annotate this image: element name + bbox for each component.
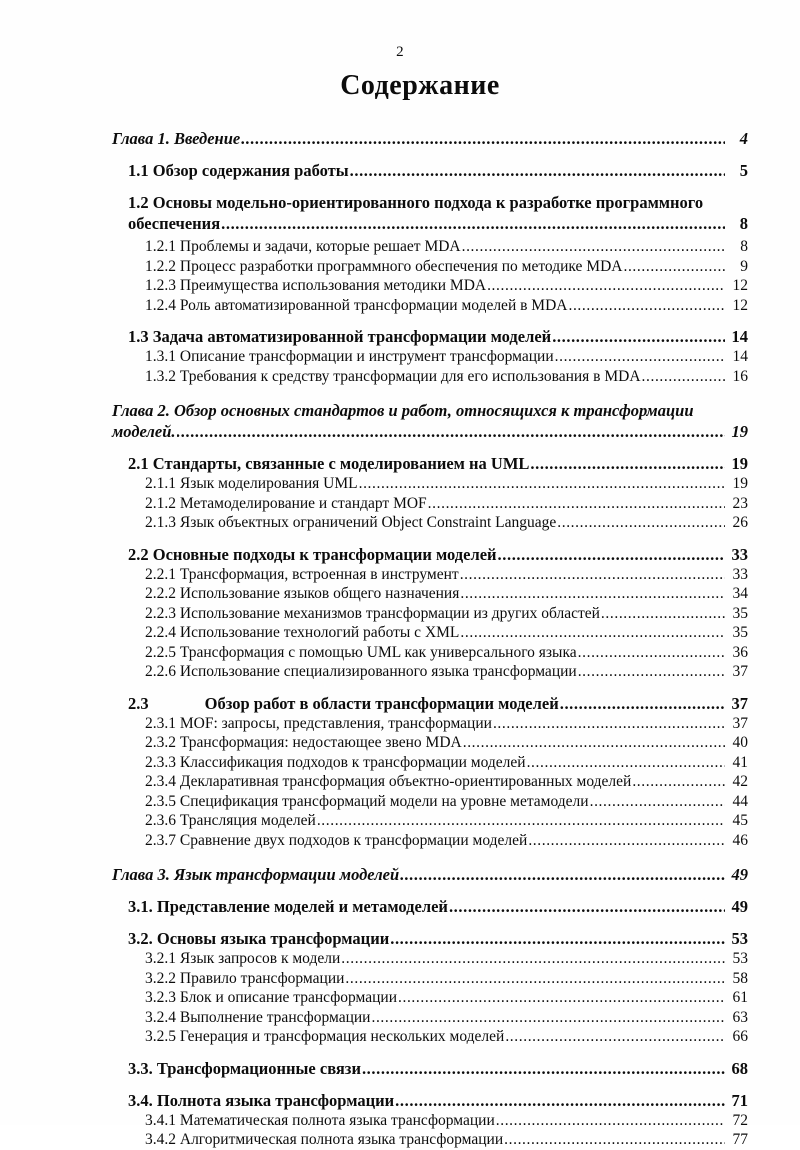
toc-entry-label: 3.3. Трансформационные связи (128, 1058, 361, 1078)
toc-entry-label: 3.2.5 Генерация и трансформация нескольких моделей (145, 1028, 505, 1045)
toc-page-number: 37 (731, 693, 748, 713)
toc-entry-label: 1.2 Основы модельно-ориентированного подхода к разработке программного (128, 193, 704, 212)
dot-leader (590, 792, 725, 812)
dot-leader (449, 896, 725, 917)
toc-entry-sub[interactable] (145, 257, 748, 277)
dot-leader (350, 160, 725, 181)
toc-entry-title: Обзор работ в области трансформации моделей (204, 693, 559, 713)
toc-entry-label: 2.2 Основные подходы к трансформации моделей (128, 544, 497, 564)
toc-page-number: 61 (732, 989, 748, 1006)
page-number: 2 (396, 44, 404, 60)
dot-leader (487, 276, 725, 296)
toc-page-number: 66 (732, 1028, 748, 1045)
toc-entry-chapter[interactable] (112, 128, 748, 149)
toc-page-number: 49 (731, 865, 748, 884)
dot-leader (642, 367, 725, 387)
toc-entry-section[interactable] (128, 453, 748, 474)
toc-entry-label: 2.1 Стандарты, связанные с моделированием на UML (128, 454, 530, 473)
toc-page-number: 5 (739, 161, 748, 180)
dot-leader (632, 772, 725, 792)
toc-entry-label: 3.2. Основы языка трансформации (128, 929, 390, 948)
toc-entry-label: Глава 3. Язык трансформации моделей (112, 865, 400, 884)
toc-entry-label: 2.3.1 MOF: запросы, представления, трансформации (145, 714, 492, 732)
toc-page-number: 68 (731, 1058, 748, 1078)
toc-entry-section[interactable] (128, 326, 748, 347)
toc-entry-sub[interactable] (145, 753, 748, 773)
dot-leader (560, 693, 725, 714)
toc-entry-label-continued: моделей. (112, 422, 176, 441)
dot-leader (530, 453, 725, 474)
dot-leader (341, 949, 725, 969)
toc-entry-sub[interactable] (145, 623, 748, 643)
toc-entry-section[interactable] (128, 1058, 748, 1079)
dot-leader (371, 1008, 725, 1028)
dot-leader (601, 604, 725, 624)
toc-page-number: 45 (732, 812, 748, 829)
toc-entry-label: 2.3.5 Спецификация трансформаций модели на уровне метамодели (145, 792, 589, 810)
dot-leader (241, 128, 725, 149)
toc-entry-label: 3.1. Представление моделей и метамоделей (128, 897, 448, 916)
toc-page-number: 35 (732, 624, 748, 641)
toc-entry-sub[interactable] (145, 714, 748, 734)
toc-entry-sub[interactable] (145, 1008, 748, 1028)
toc-entry-sub[interactable] (145, 1130, 748, 1150)
toc-entry-sub[interactable] (145, 237, 748, 257)
toc-entry-chapter[interactable] (112, 864, 748, 885)
toc-entry-sub[interactable] (145, 347, 748, 367)
toc-entry-label: 1.2.1 Проблемы и задачи, которые решает MDA (145, 238, 461, 255)
dot-leader (498, 544, 725, 565)
toc-entry-label: 2.1.1 Язык моделирования UML (145, 475, 358, 492)
dot-leader (496, 1111, 725, 1131)
toc-entry-label: 2.2.6 Использование специализированного языка трансформации (145, 663, 577, 680)
toc-entry-section[interactable] (128, 544, 748, 565)
toc-entry-label: 2.3.6 Трансляция моделей (145, 812, 316, 829)
toc-entry-sub[interactable] (145, 811, 748, 831)
toc-entry-label: 2.2.3 Использование механизмов трансформации из других областей (145, 604, 600, 622)
toc-page-number: 19 (731, 422, 748, 441)
toc-entry-sub[interactable] (145, 643, 748, 663)
toc-entry-label: 2.3.7 Сравнение двух подходов к трансформации моделей (145, 831, 528, 849)
dot-leader (177, 421, 725, 442)
toc-page-number: 53 (731, 929, 748, 948)
toc-entry-sub[interactable] (145, 988, 748, 1008)
toc-entry-sub[interactable] (145, 792, 748, 812)
toc-entry-label: Глава 1. Введение (112, 129, 241, 148)
toc-page-number: 12 (732, 277, 748, 294)
toc-entry-chapter[interactable] (112, 400, 748, 442)
toc-entry-sub[interactable] (145, 276, 748, 296)
toc-page-number: 23 (732, 494, 748, 512)
dot-leader (362, 1058, 725, 1079)
toc-page-number: 4 (739, 129, 748, 148)
toc-page-number: 16 (732, 367, 748, 385)
toc-entry-label: 2.2.2 Использование языков общего назначения (145, 585, 460, 602)
toc-entry-label: Глава 2. Обзор основных стандартов и работ, относящихся к трансформации (112, 401, 694, 420)
toc-entry-section[interactable] (128, 896, 748, 917)
dot-leader (623, 257, 725, 277)
toc-page-number: 36 (732, 643, 748, 661)
toc-page-number: 63 (732, 1008, 748, 1026)
toc-entry-label: 3.4.2 Алгоритмическая полнота языка трансформации (145, 1131, 504, 1148)
dot-leader (390, 928, 725, 949)
toc-page-number: 37 (732, 663, 748, 680)
toc-entry-sub[interactable] (145, 662, 748, 682)
toc-entry-sub[interactable] (145, 584, 748, 604)
toc-entry-label: 3.4.1 Математическая полнота языка трансформации (145, 1111, 495, 1129)
toc-page-number: 58 (732, 969, 748, 987)
toc-entry-label: 2.2.4 Использование технологий работы с XML (145, 624, 460, 641)
dot-leader (345, 969, 725, 989)
dot-leader (400, 864, 725, 885)
toc-entry-sub[interactable] (145, 772, 748, 792)
dot-leader (317, 811, 725, 831)
toc-page-number: 40 (732, 734, 748, 751)
toc-entry-label: 2.1.3 Язык объектных ограничений Object Constraint Language (145, 514, 557, 531)
dot-leader (460, 623, 725, 643)
toc-page-number: 42 (732, 773, 748, 790)
toc-page-number: 49 (731, 897, 748, 916)
dot-leader (428, 494, 725, 514)
dot-leader (568, 296, 725, 316)
dot-leader (557, 513, 725, 533)
dot-leader (527, 753, 725, 773)
toc-entry-label: 2.3.3 Классификация подходов к трансформации моделей (145, 753, 526, 771)
dot-leader (398, 988, 725, 1008)
toc-entry-sub[interactable] (145, 733, 748, 753)
toc-page-number: 26 (732, 514, 748, 531)
toc-entry-sub[interactable] (145, 367, 748, 387)
toc-page-number: 19 (732, 475, 748, 492)
toc-entry-label: 1.3 Задача автоматизированной трансформации моделей (128, 327, 552, 346)
toc-entry-label: 1.2.2 Процесс разработки программного обеспечения по методике MDA (145, 257, 623, 275)
toc-page-number: 14 (732, 348, 748, 365)
toc-entry-label: 2.2.1 Трансформация, встроенная в инструмент (145, 565, 459, 583)
toc-entry-section[interactable] (128, 1090, 748, 1111)
toc-page-number: 8 (740, 238, 748, 255)
dot-leader (493, 714, 725, 734)
dot-leader (555, 347, 725, 367)
toc-page-number: 41 (732, 753, 748, 771)
toc-entry-label: 3.2.1 Язык запросов к модели (145, 950, 341, 967)
toc-page-number: 46 (732, 831, 748, 849)
toc-page-number: 33 (731, 544, 748, 564)
toc-entry-label: 2.3.4 Декларативная трансформация объектно-ориентированных моделей (145, 773, 632, 790)
dot-leader (505, 1027, 725, 1047)
toc-entry-label (128, 693, 559, 714)
toc-entry-sub[interactable] (145, 831, 748, 851)
toc-page-number: 9 (740, 257, 748, 275)
toc-entry-number: 2.3 (128, 693, 149, 713)
dot-leader (552, 326, 725, 347)
toc-entry-sub[interactable] (145, 1027, 748, 1047)
toc-page-number: 14 (731, 327, 748, 346)
dot-leader (359, 474, 725, 494)
toc-entry-sub[interactable] (145, 474, 748, 494)
toc-entry-sub[interactable] (145, 494, 748, 514)
toc-entry-section[interactable] (128, 160, 748, 181)
toc-page-number: 8 (739, 214, 748, 233)
toc-entry-label: 3.2.2 Правило трансформации (145, 969, 345, 987)
toc-page-number: 53 (732, 950, 748, 967)
toc-page-number: 33 (732, 565, 748, 583)
toc-page-number: 44 (732, 792, 748, 810)
toc-entry-sub[interactable] (145, 513, 748, 533)
table-of-contents (112, 128, 748, 1150)
dot-leader (463, 733, 725, 753)
toc-entry-label: 1.2.3 Преимущества использования методики MDA (145, 277, 487, 294)
toc-entry-label-continued: обеспечения (128, 214, 221, 233)
toc-entry-sub[interactable] (145, 969, 748, 989)
toc-entry-label: 3.2.4 Выполнение трансформации (145, 1008, 371, 1026)
toc-page-number: 71 (731, 1090, 748, 1110)
toc-entry-label: 1.1 Обзор содержания работы (128, 161, 349, 180)
toc-page-number: 35 (732, 604, 748, 622)
dot-leader (504, 1130, 725, 1150)
toc-entry-sub[interactable] (145, 604, 748, 624)
toc-entry-sub[interactable] (145, 565, 748, 585)
toc-entry-label: 1.3.1 Описание трансформации и инструмент трансформации (145, 348, 554, 365)
toc-entry-label: 2.3.2 Трансформация: недостающее звено MDA (145, 734, 462, 751)
toc-entry-label: 2.2.5 Трансформация с помощью UML как универсального языка (145, 643, 577, 661)
dot-leader (578, 643, 725, 663)
toc-entry-sub[interactable] (145, 1111, 748, 1131)
toc-entry-section[interactable] (128, 693, 748, 714)
dot-leader (528, 831, 725, 851)
toc-entry-sub[interactable] (145, 296, 748, 316)
dot-leader (221, 213, 725, 234)
toc-entry-section[interactable] (128, 192, 748, 234)
toc-entry-section[interactable] (128, 928, 748, 949)
toc-page-number: 19 (731, 454, 748, 473)
toc-entry-label: 1.2.4 Роль автоматизированной трансформации моделей в MDA (145, 296, 568, 314)
dot-leader (578, 662, 725, 682)
dot-leader (462, 237, 725, 257)
toc-entry-label: 1.3.2 Требования к средству трансформации для его использования в MDA (145, 367, 641, 385)
toc-entry-label: 3.2.3 Блок и описание трансформации (145, 989, 397, 1006)
toc-page-number: 34 (732, 585, 748, 602)
dot-leader (395, 1090, 725, 1111)
toc-page-number: 12 (732, 296, 748, 314)
toc-page-number: 77 (732, 1131, 748, 1148)
toc-entry-label: 2.1.2 Метамоделирование и стандарт MOF (145, 494, 427, 512)
toc-page-number: 37 (732, 714, 748, 732)
dot-leader (460, 565, 725, 585)
dot-leader (460, 584, 725, 604)
toc-entry-label: 3.4. Полнота языка трансформации (128, 1090, 395, 1110)
toc-entry-sub[interactable] (145, 949, 748, 969)
toc-page-number: 72 (732, 1111, 748, 1129)
page-title: Содержание (340, 70, 500, 101)
